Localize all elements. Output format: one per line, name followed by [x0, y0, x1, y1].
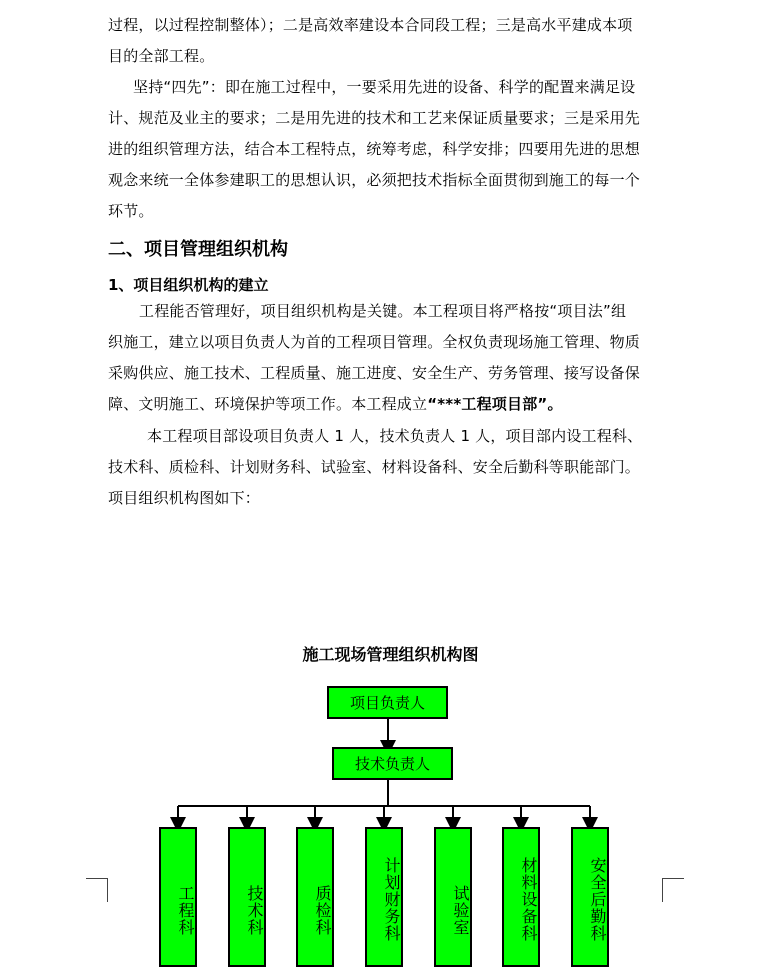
- technical-leader-box: 技术负责人: [332, 747, 453, 780]
- paragraph-line: 技术科、质检科、计划财务科、试验室、材料设备科、安全后勤科等职能部门。: [108, 458, 641, 476]
- project-leader-box: 项目负责人: [327, 686, 448, 719]
- project-department-name: “***工程项目部”。: [427, 395, 563, 413]
- paragraph-line: 采购供应、施工技术、工程质量、施工进度、安全生产、劳务管理、接写设备保: [108, 364, 641, 382]
- department-box-materials: [502, 827, 540, 967]
- org-chart-title: 施工现场管理组织机构图: [302, 645, 479, 664]
- department-box-safety: [571, 827, 609, 967]
- department-box-finance: [365, 827, 403, 967]
- department-label: 材料设备科: [519, 856, 538, 942]
- department-label: 技术科: [245, 884, 264, 936]
- department-box-quality: [296, 827, 334, 967]
- page-corner-mark-left: [86, 878, 108, 902]
- paragraph-line: 观念来统一全体参建职工的思想认识，必须把技术指标全面贯彻到施工的每一个: [108, 171, 641, 189]
- department-box-technology: [228, 827, 266, 967]
- paragraph-text: 障、文明施工、环境保护等项工作。本工程成立: [108, 395, 428, 413]
- paragraph-line: 进的组织管理方法，结合本工程特点，统筹考虑，科学安排；四要用先进的思想: [108, 140, 641, 158]
- paragraph-line: 目的全部工程。: [108, 47, 215, 65]
- paragraph-line: 工程能否管理好，项目组织机构是关键。本工程项目将严格按“项目法”组: [139, 302, 627, 320]
- section-heading: 二、项目管理组织机构: [108, 239, 288, 260]
- department-box-laboratory: [434, 827, 472, 967]
- department-label: 质检科: [313, 884, 332, 936]
- department-label: 工程科: [176, 884, 195, 936]
- paragraph-line: 环节。: [108, 202, 154, 220]
- paragraph-line: 项目组织机构图如下：: [108, 489, 261, 507]
- paragraph-line: 计、规范及业主的要求；二是用先进的技术和工艺来保证质量要求；三是采用先: [108, 109, 641, 127]
- paragraph-line: 坚持“四先”：即在施工过程中，一要采用先进的设备、科学的配置来满足设: [133, 78, 636, 96]
- subsection-heading: 1、项目组织机构的建立: [108, 276, 269, 294]
- paragraph-line: 本工程项目部设项目负责人 1 人，技术负责人 1 人，项目部内设工程科、: [147, 427, 643, 445]
- page-corner-mark-right: [662, 878, 684, 902]
- paragraph-line: [108, 389, 664, 420]
- paragraph-line: 过程，以过程控制整体）；二是高效率建设本合同段工程；三是高水平建成本项: [108, 16, 633, 34]
- paragraph-line: 织施工，建立以项目负责人为首的工程项目管理。全权负责现场施工管理、物质: [108, 333, 641, 351]
- department-box-engineering: [159, 827, 197, 967]
- department-label: 计划财务科: [382, 856, 401, 942]
- department-label: 试验室: [451, 884, 470, 936]
- department-label: 安全后勤科: [588, 856, 607, 942]
